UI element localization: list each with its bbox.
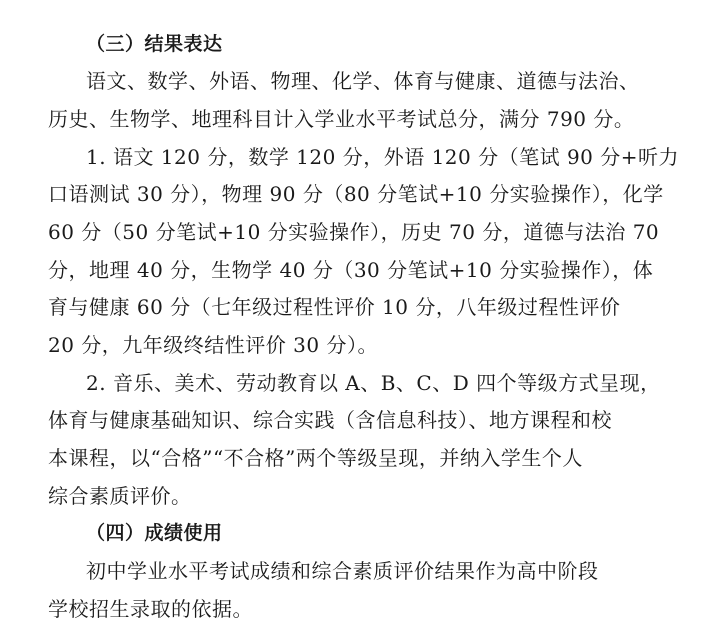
paragraph-line: 育与健康 60 分（七年级过程性评价 10 分，八年级过程性评价 [48, 295, 621, 319]
paragraph-line: 分，地理 40 分，生物学 40 分（30 分笔试+10 分实验操作），体 [48, 258, 654, 282]
paragraph-line: 2. 音乐、美术、劳动教育以 A、B、C、D 四个等级方式呈现， [86, 371, 661, 395]
paragraph-line: 口语测试 30 分），物理 90 分（80 分笔试+10 分实验操作），化学 [48, 182, 664, 206]
paragraph-line: 综合素质评价。 [48, 484, 192, 508]
section-heading-usage: （四）成绩使用 [86, 522, 223, 544]
paragraph-line: 学校招生录取的依据。 [48, 597, 253, 621]
paragraph-line: 历史、生物学、地理科目计入学业水平考试总分，满分 790 分。 [48, 107, 635, 131]
paragraph-line: 1. 语文 120 分，数学 120 分，外语 120 分（笔试 90 分+听力 [86, 145, 680, 169]
paragraph-line: 60 分（50 分笔试+10 分实验操作），历史 70 分，道德与法治 70 [48, 220, 660, 244]
paragraph-line: 初中学业水平考试成绩和综合素质评价结果作为高中阶段 [86, 559, 599, 583]
paragraph-line: 语文、数学、外语、物理、化学、体育与健康、道德与法治、 [86, 69, 640, 93]
paragraph-line: 体育与健康基础知识、综合实践（含信息科技）、地方课程和校 [48, 408, 612, 432]
paragraph-line: 20 分，九年级终结性评价 30 分）。 [48, 333, 378, 357]
section-heading-results: （三）结果表达 [86, 33, 223, 55]
paragraph-line: 本课程，以“合格”“不合格”两个等级呈现，并纳入学生个人 [48, 446, 583, 470]
